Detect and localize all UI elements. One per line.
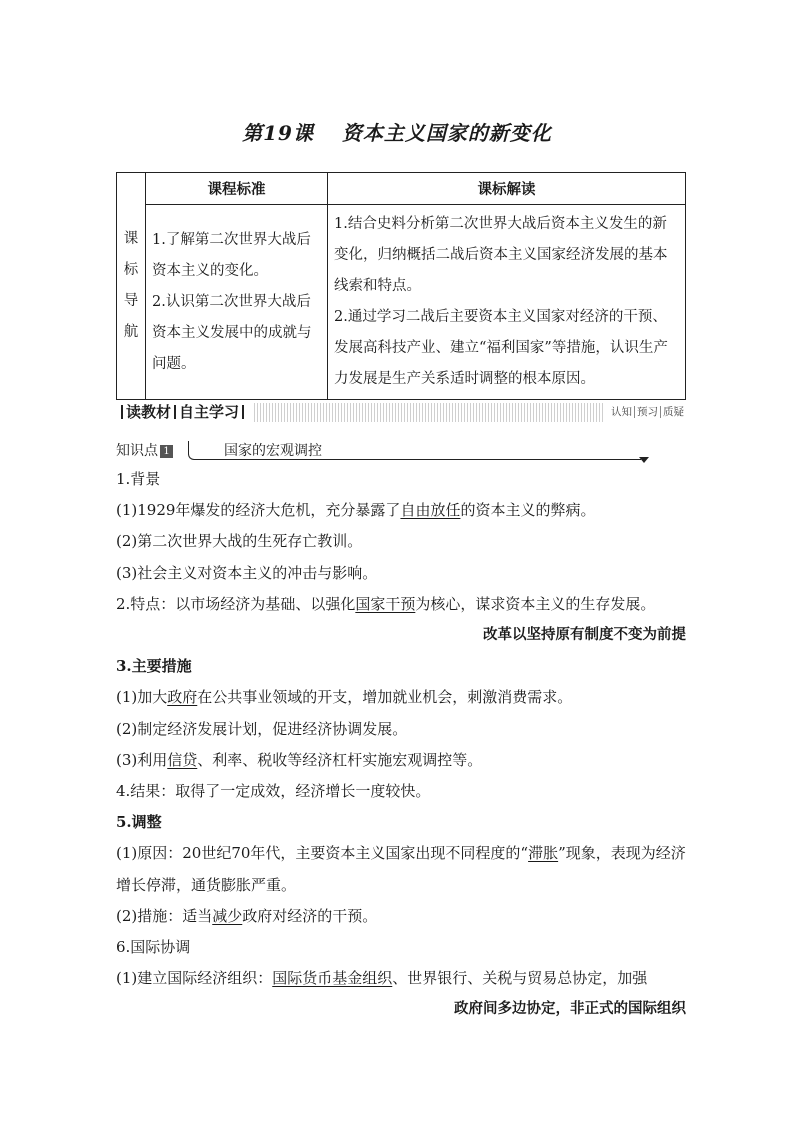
lesson-number: 第19课 xyxy=(242,121,314,145)
section-heading: 5.调整 xyxy=(116,813,162,832)
interpretation-item: 2.通过学习二战后主要资本主义国家对经济的干预、发展高科技产业、建立“福利国家”等措施，认识生产力发展是生产关系适时调整的根本原因。 xyxy=(334,309,668,387)
section-heading: 3.主要措施 xyxy=(116,657,192,676)
content-line: (1)1929年爆发的经济大危机，充分暴露了自由放任的资本主义的弊病。 xyxy=(116,501,596,520)
key-term: 自由放任 xyxy=(400,501,461,520)
content-line: (2)制定经济发展计划，促进经济协调发展。 xyxy=(116,719,408,738)
content-line: 4.结果：取得了一定成效，经济增长一度较快。 xyxy=(116,782,431,801)
margin-note: 政府间多边协定，非正式的国际组织 xyxy=(454,1001,686,1018)
underline-rule xyxy=(196,459,641,460)
banner-tag: 预习 xyxy=(634,406,660,418)
key-term: 滞胀 xyxy=(528,844,559,863)
course-nav-label xyxy=(117,173,146,400)
standard-item: 2.认识第二次世界大战后资本主义发展中的成就与问题。 xyxy=(152,293,312,372)
nav-char: 导 xyxy=(123,293,139,309)
lesson-name: 资本主义国家的新变化 xyxy=(341,121,552,145)
section-heading: 1.背景 xyxy=(116,470,161,488)
col-course-standard: 课程标准 xyxy=(146,173,328,205)
knowledge-point-label: 知识点 1 xyxy=(116,441,173,461)
banner-title xyxy=(116,403,253,422)
banner-tags xyxy=(603,403,686,422)
banner-title-b: 自主学习 xyxy=(179,403,240,421)
lesson-title xyxy=(0,117,794,146)
content-line: (3)利用信贷、利率、税收等经济杠杆实施宏观调控等。 xyxy=(116,750,483,769)
standard-item: 1.了解第二次世界大战后资本主义的变化。 xyxy=(152,231,311,279)
banner-tag: 认知 xyxy=(611,406,632,418)
content-line: (2)措施：适当减少政府对经济的干预。 xyxy=(116,906,378,925)
key-term: 国际货币基金组织 xyxy=(272,969,393,988)
key-term: 信贷 xyxy=(167,750,198,769)
interpretation-item: 1.结合史料分析第二次世界大战后资本主义发生的新变化，归纳概括二战后资本主义国家经济发展的基本线索和特点。 xyxy=(334,216,668,294)
course-standard-cell xyxy=(146,205,328,400)
bracket-decoration xyxy=(188,441,197,460)
key-term: 减少 xyxy=(212,906,243,925)
content-line: (3)社会主义对资本主义的冲击与影响。 xyxy=(116,563,378,582)
nav-char: 课 xyxy=(123,231,139,247)
col-interpretation: 课标解读 xyxy=(328,173,686,205)
margin-note: 改革以坚持原有制度不变为前提 xyxy=(483,627,686,644)
interpretation-cell xyxy=(328,205,686,400)
content-line: (2)第二次世界大战的生死存亡教训。 xyxy=(116,532,363,551)
nav-char: 标 xyxy=(123,262,139,278)
section-banner xyxy=(116,403,686,422)
content-line: (1)加大政府在公共事业领域的开支，增加就业机会，刺激消费需求。 xyxy=(116,688,573,707)
knowledge-point-number: 1 xyxy=(160,445,173,458)
content-line: (1)建立国际经济组织：国际货币基金组织、世界银行、关税与贸易总协定，加强 xyxy=(116,969,648,988)
key-term: 国家干预 xyxy=(355,594,416,613)
key-term: 政府 xyxy=(167,688,198,707)
lesson-content xyxy=(116,464,686,1026)
banner-title-a: 读教材 xyxy=(126,403,172,421)
knowledge-point-topic: 国家的宏观调控 xyxy=(224,443,322,459)
arrow-down-icon xyxy=(639,457,649,463)
content-line: (1)原因：20世纪70年代，主要资本主义国家出现不同程度的“滞胀”现象，表现为经济增长停滞，通货膨胀严重。 xyxy=(116,844,686,894)
course-navigation-table xyxy=(116,172,686,400)
content-line: 2.特点：以市场经济为基础、以强化国家干预为核心，谋求资本主义的生存发展。 xyxy=(116,594,656,613)
section-heading: 6.国际协调 xyxy=(116,938,191,957)
banner-tag: 质疑 xyxy=(660,406,686,418)
nav-char: 航 xyxy=(123,324,139,340)
